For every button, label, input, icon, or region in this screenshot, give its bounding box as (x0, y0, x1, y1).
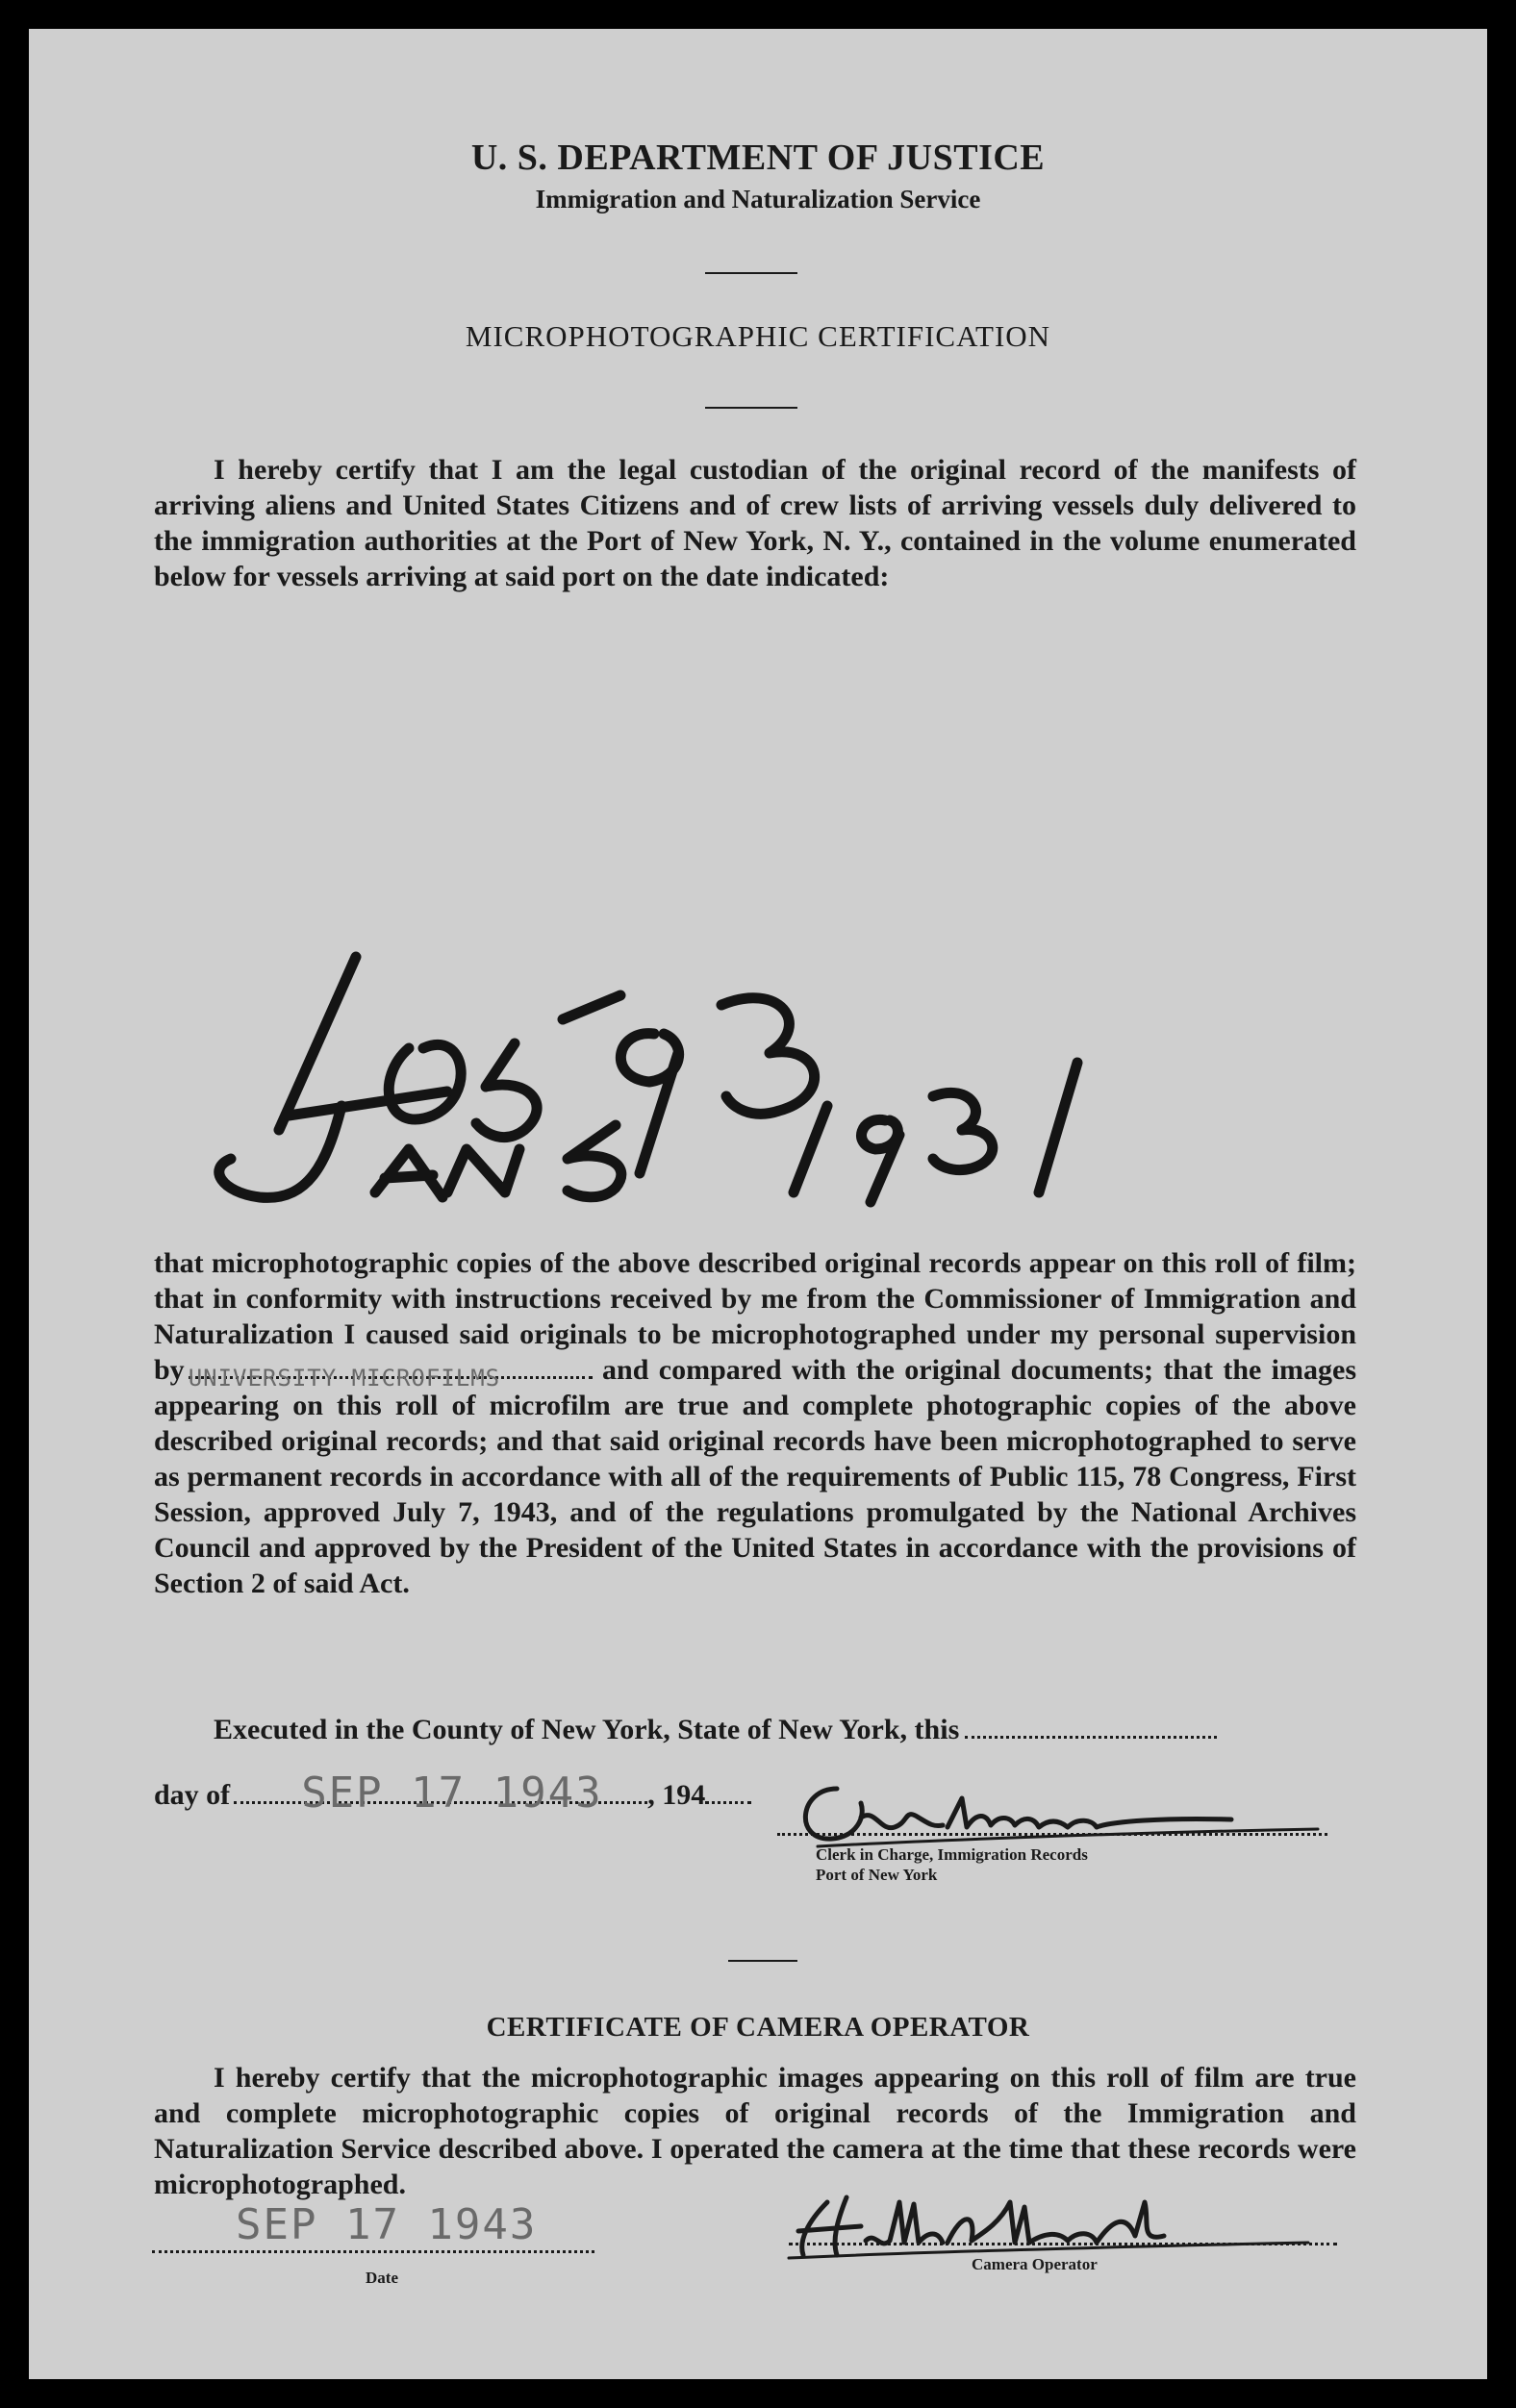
signature-line (777, 1833, 1327, 1836)
operator-signature-line (789, 2243, 1337, 2245)
operator-title: CERTIFICATE OF CAMERA OPERATOR (486, 2012, 1030, 2043)
camera-operator-label: Camera Operator (972, 2255, 1098, 2273)
year-prefix: , 194 (647, 1779, 706, 1811)
intro-paragraph: I hereby certify that I am the legal custodian of the original record of the manifests of arriving aliens and United States Citizens and of crew lists of arriving vessels duly delivered to the immigration authorities at the Port of New York, N. Y., contained in the volume enumerated below for vessels arriving at said port on the date indicated: (154, 454, 1356, 592)
certificate-page (29, 29, 1487, 2379)
body-start-text: that microphotographic copies of the above described original records appear on this roll of film; that in conformity with instructions received by me from the Commissioner of Immigration and Naturalization I caused said originals to be microphotographed under my personal supervision by (154, 1247, 1356, 1386)
body-end-text: and compared with the original documents; that the images appearing on this roll of microfilm are true and complete photographic copies of the above described original records; and that said original records have been microphotographed to serve as permanent records in accordance with all of the requirements of Public 115, 78 Congress, First Session, approved July 7, 1943, and of the regulations promulgated by the National Archives Council and approved by the President of the United States in accordance with the provisions of Section 2 of said Act. (154, 1354, 1356, 1599)
operator-paragraph: I hereby certify that the microphotographic images appearing on this roll of film are true and complete microphotographic copies of original records of the Immigration and Naturalization Service described above. I operated the camera at the time that these records were microphotographed. (154, 2062, 1356, 2200)
clerk-title (816, 1844, 1088, 1885)
supervisor-line (188, 1365, 593, 1392)
certificate-title: MICROPHOTOGRAPHIC CERTIFICATION (465, 319, 1051, 353)
agency-title: U. S. DEPARTMENT OF JUSTICE (470, 138, 1046, 178)
year-line (705, 1801, 751, 1804)
divider-top (705, 272, 797, 274)
clerk-title-line2: Port of New York (816, 1866, 938, 1884)
divider-title (705, 407, 797, 409)
supervisor-stamp: UNIVERSITY MICROFILMS (188, 1365, 501, 1392)
operator-date-line (152, 2250, 594, 2253)
day-of-line (154, 1768, 751, 1818)
certification-body (154, 1245, 1356, 1601)
divider-operator (728, 1960, 797, 1962)
handwritten-entry (115, 789, 1174, 1250)
clerk-title-line1: Clerk in Charge, Immigration Records (816, 1845, 1088, 1864)
date-label: Date (366, 2269, 398, 2287)
service-subtitle: Immigration and Naturalization Service (535, 185, 981, 213)
executed-day-line (965, 1736, 1217, 1739)
execution-date-stamp: SEP 17 1943 (301, 1768, 603, 1818)
day-of-date-line (234, 1768, 647, 1818)
executed-line (214, 1714, 1358, 1746)
executed-text: Executed in the County of New York, State of New York, this (214, 1714, 960, 1745)
operator-date-stamp: SEP 17 1943 (236, 2200, 538, 2249)
day-of-label: day of (154, 1779, 231, 1811)
handwritten-volume-number (279, 957, 815, 1173)
